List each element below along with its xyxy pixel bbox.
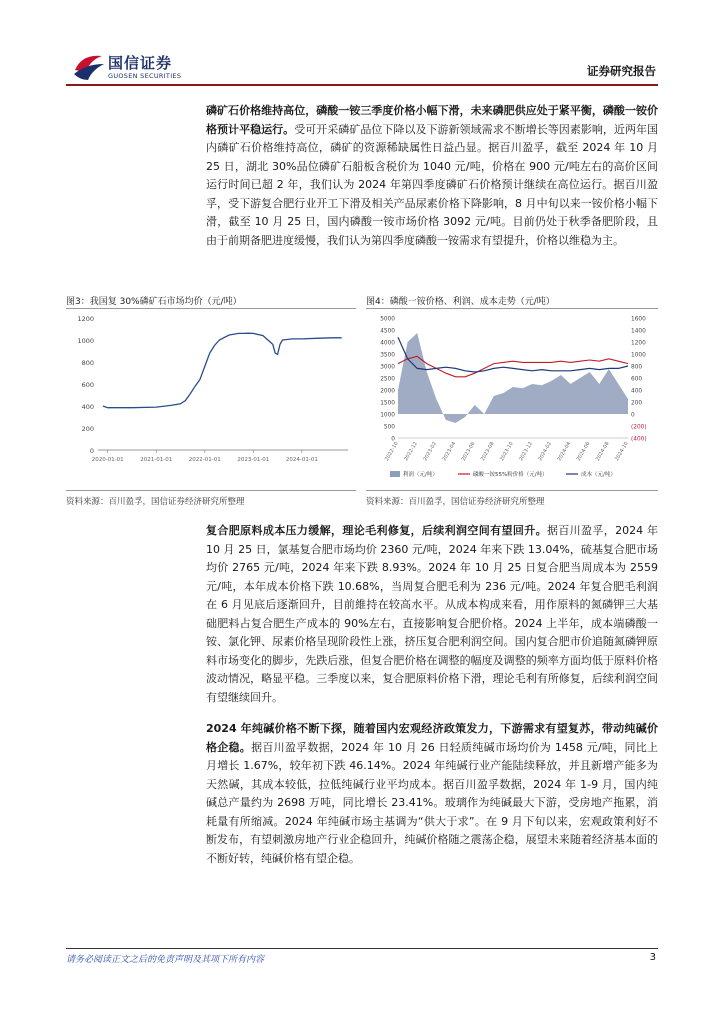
fig4-left-tick-label: 4000 [380,340,395,347]
fig3-x-tick-label: 2022-01-01 [188,457,221,463]
fig3-svg [66,310,356,490]
fig4-left-tick-label: 2500 [380,376,395,383]
header-divider [66,84,658,86]
fig4-chart [366,310,658,490]
fig4-left-tick-label: 2000 [380,388,395,395]
fig4-right-tick-label: 1600 [631,316,646,323]
fig3-y-tick-label: 600 [81,381,94,389]
fig4-x-tick-label: 2022-12 [403,441,419,463]
fig4-legend-cost-label: 成本（元/吨） [581,472,616,478]
fig4-left-tick-label: 500 [383,424,395,431]
fig4-x-tick-label: 2024-02 [537,441,554,463]
paragraph-soda-ash-body: 据百川盈孚数据，2024 年 10 月 26 日轻质纯碱市场均价为 1458 元/吨，同比上月增长 1.67%，较年初下跌 46.14%。2024 年纯碱行业产能陆续释放，并且新增产能多为天然碱，其成本较低，拉低纯碱行业平均成本。据百川盈孚数据，2024 年 1-9 月，国内纯碱总产量约为 2698 万吨，同比增长 23.41%。玻璃作为纯碱最大下游，受房地产拖累，消耗量有所缩减。2024 年纯碱市场主基调为“供大于求”。在 9 月下旬以来，宏观政策利好不断发布，有望刺激房地产行业企稳回升，纯碱价格随之震荡企稳，展望未来随着经济基本面的不断好转，纯碱价格有望企稳。 [206,740,658,865]
fig4-right-tick-label: 200 [631,400,643,407]
fig4-left-tick-label: 4500 [380,328,395,335]
fig4-legend-profit-swatch [390,471,400,477]
fig4-title: 图4：磷酸一铵价格、利润、成本走势（元/吨） [366,297,555,307]
fig3-y-tick-label: 0 [89,447,94,455]
fig3-x-tick-label: 2023-01-01 [237,457,270,463]
paragraph-phosphate [206,102,658,250]
fig3-chart [66,310,356,490]
fig4-left-tick-label: 5000 [380,316,395,323]
fig3-title: 图3：我国复 30%磷矿石市场均价（元/吨） [66,297,242,307]
fig4-left-tick-label: 0 [391,436,395,443]
fig4-left-tick-label: 3500 [380,352,395,359]
fig4-right-tick-label: 1000 [631,352,646,359]
guosen-logo-icon [72,50,106,82]
footer-disclaimer: 请务必阅读正文之后的免责声明及其项下所有内容 [66,955,265,965]
fig4-price-line [398,356,628,376]
fig4-x-tick-label: 2024-10 [614,441,630,463]
fig4-right-tick-label: (200) [631,424,647,431]
page-number: 3 [649,952,656,963]
fig4-x-tick-label: 2023-12 [518,441,534,463]
fig4-profit-area [398,333,628,423]
paragraph-soda-ash [206,720,658,868]
paragraph-phosphate-body: 受可开采磷矿品位下降以及下游新领域需求不断增长等因素影响，近两年国内磷矿石价格维持高位，磷矿的资源稀缺属性日益凸显。据百川盈孚，截至 2024 年 10 月 25 日，湖北 30%品位磷矿石船板含税价为 1040 元/吨，价格在 900 元/吨左右的高价区间运行时间已超 2 年，我们认为 2024 年第四季度磷矿石价格预计继续在高位运行。据百川盈孚，受下游复合肥行业开工下滑及相关产品尿素价格下降影响，8 月中旬以来一铵价格小幅下滑，截至 10 月 25 日，国内磷酸一铵市场价格 3092 元/吨。目前仍处于秋季备肥阶段，且由于前期备肥进度缓慢，我们认为第四季度磷酸一铵需求有望提升，价格以维稳为主。 [206,122,659,247]
fig3-x-tick-label: 2024-01-01 [285,457,318,463]
fig4-x-tick-label: 2023-02 [422,441,439,463]
fig3-bottom-rule [66,490,356,491]
fig3-source: 资料来源：百川盈孚，国信证券经济研究所整理 [66,497,245,507]
fig4-x-tick-label: 2024-04 [556,441,573,463]
fig3-y-tick-label: 1000 [77,337,94,345]
fig4-x-tick-label: 2023-08 [479,441,496,463]
fig4-x-tick-label: 2022-10 [384,441,400,463]
fig4-x-tick-label: 2023-04 [441,441,458,463]
paragraph-compound-fertilizer-lead: 复合肥原料成本压力缓解，理论毛利修复，后续利润空间有望回升。 [206,524,547,537]
fig4-right-tick-label: 1200 [631,340,646,347]
fig3-y-tick-label: 800 [81,359,94,367]
fig3-x-tick-label: 2021-01-01 [140,457,173,463]
fig4-left-tick-label: 3000 [380,364,395,371]
fig4-legend-profit-label: 利润（元/吨） [403,472,438,478]
fig3-x-tick-label: 2020-01-01 [91,457,124,463]
report-type-label: 证券研究报告 [587,64,656,78]
fig3-series-line [103,333,342,408]
logo-english-name: GUOSEN SECURITIES [108,72,182,80]
fig4-right-tick-label: (400) [631,436,647,443]
logo-chinese-name: 国信证券 [108,54,173,72]
footer-divider [66,948,658,949]
fig4-x-tick-label: 2023-10 [499,441,515,463]
fig4-right-tick-label: 400 [631,388,643,395]
fig4-top-rule [366,308,658,309]
paragraph-compound-fertilizer [206,522,658,707]
fig4-x-tick-label: 2024-06 [575,441,592,463]
fig3-y-tick-label: 400 [81,403,94,411]
paragraph-compound-fertilizer-body: 据百川盈孚，2024 年 10 月 25 日，氯基复合肥市场均价 2360 元/吨，2024 年来下跌 13.04%，硫基复合肥市场均价 2765 元/吨，2024 年来下跌 8.93%。2024 年 10 月 25 日复合肥当周成本为 2559 元/吨，本年成本价格下跌 10.68%，当周复合肥毛利为 236 元/吨。2024 年复合肥毛利润在 6 月见底后逐渐回升，目前維持在较高水平。从成本构成来看，用作原料的氮磷钾三大基础肥料占复合肥生产成本的 90%左右，直接影响复合肥价格。2024 上半年，成本端磷酸一铵、氯化钾、尿素价格呈现阶段性上涨，挤压复合肥利润空间。国内复合肥市价追随氮磷钾原料市场变化的脚步，先跌后涨，但复合肥价格在调整的幅度及调整的频率方面均低于原料价格波动情况，略显平稳。三季度以来，复合肥原料价格下滑，理论毛利有所修复，后续利润空间有望继续回升。 [206,524,658,704]
fig4-x-tick-label: 2023-06 [460,441,477,463]
fig4-right-tick-label: 600 [631,376,643,383]
fig3-y-tick-label: 1200 [77,315,94,323]
paragraph-phosphate-lead: 磷矿石价格维持高位，磷酸一铵三季度价格小幅下滑，未来磷肥供应处于紧平衡，磷酸一铵价格预计平稳运行。 [206,104,658,136]
paragraph-soda-ash-lead: 2024 年纯碱价格不断下探，随着国内宏观经济政策发力，下游需求有望复苏，带动纯碱价格企稳。 [206,722,658,754]
fig4-x-tick-label: 2024-08 [594,441,611,463]
fig4-source: 资料来源：百川盈孚，国信证券经济研究所整理 [366,497,545,507]
fig4-right-tick-label: 0 [631,412,635,419]
fig4-legend-price-label: 磷酸一铵55%粉价格（元/吨） [473,472,548,478]
guosen-logo [72,50,202,86]
fig4-right-tick-label: 800 [631,364,643,371]
fig4-left-tick-label: 1000 [380,412,395,419]
fig3-top-rule [66,308,356,309]
page-header [0,0,724,92]
fig4-left-tick-label: 1500 [380,400,395,407]
fig4-svg [366,310,658,490]
fig3-y-tick-label: 200 [81,425,94,433]
fig4-bottom-rule [366,490,658,491]
fig4-right-tick-label: 1400 [631,328,646,335]
